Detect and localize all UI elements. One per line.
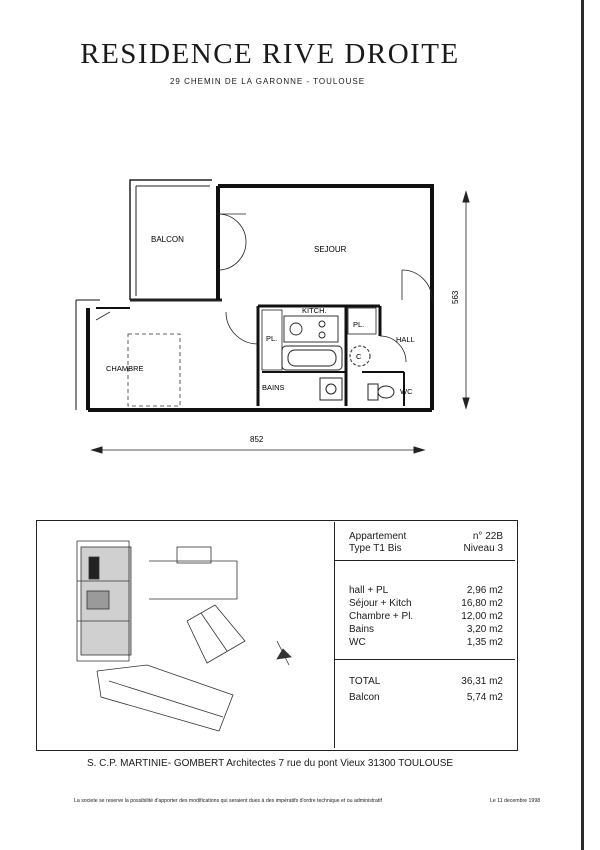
area-value: 1,35 m2	[466, 637, 503, 648]
label-sejour: SEJOUR	[314, 245, 347, 254]
label-chambre: CHAMBRE	[106, 364, 144, 373]
document-date: Le 11 decembre 1998	[490, 798, 541, 804]
address: 29 CHEMIN DE LA GARONNE - TOULOUSE	[169, 77, 366, 86]
area-label: Séjour + Kitch	[349, 598, 412, 609]
doors	[96, 214, 432, 362]
balcon-label: Balcon	[349, 692, 380, 703]
appartement-value: n° 22B	[472, 531, 503, 542]
area-label: Bains	[349, 624, 375, 635]
total-value: 36,31 m2	[461, 676, 503, 687]
horizontal-dimension	[92, 447, 424, 453]
kitchen-fixtures	[284, 316, 338, 342]
label-pl-left: PL.	[266, 334, 278, 343]
apartment-table	[334, 522, 515, 748]
label-pl-right: PL.	[353, 320, 365, 329]
area-value: 2,96 m2	[466, 585, 503, 596]
area-value: 12,00 m2	[461, 611, 503, 622]
label-hall: HALL	[396, 335, 415, 344]
area-label: hall + PL	[349, 585, 389, 596]
label-kitch: KITCH.	[302, 306, 327, 315]
area-label: Chambre + Pl.	[349, 611, 414, 622]
washbasin	[320, 378, 342, 400]
page-title: RESIDENCE RIVE DROITE	[80, 38, 460, 70]
area-label: WC	[349, 637, 366, 648]
bathtub	[282, 346, 342, 370]
divider	[335, 560, 515, 561]
appartement-label: Appartement	[349, 531, 407, 542]
total-label: TOTAL	[349, 676, 381, 687]
dimension-height: 563	[451, 290, 460, 304]
disclaimer: La societe se reserve la possibilité d'apporter des modifications qui seraient dues à des impératifs d'ordre technique et ou administratif	[74, 798, 382, 804]
type-label: Type T1 Bis	[349, 543, 402, 554]
vertical-dimension	[463, 192, 469, 408]
area-value: 16,80 m2	[461, 598, 503, 609]
divider	[335, 659, 515, 660]
dimension-width: 852	[250, 435, 264, 444]
label-balcon: BALCON	[151, 235, 184, 244]
area-value: 3,20 m2	[466, 624, 503, 635]
label-bains: BAINS	[262, 383, 285, 392]
site-plan	[37, 521, 337, 750]
label-wc: WC	[400, 387, 413, 396]
label-c: C	[356, 352, 362, 361]
niveau-value: Niveau 3	[463, 543, 503, 554]
architects-line: S. C.P. MARTINIE- GOMBERT Architectes 7 rue du pont Vieux 31300 TOULOUSE	[86, 758, 454, 769]
toilet	[368, 384, 394, 400]
balcon-value: 5,74 m2	[466, 692, 503, 703]
